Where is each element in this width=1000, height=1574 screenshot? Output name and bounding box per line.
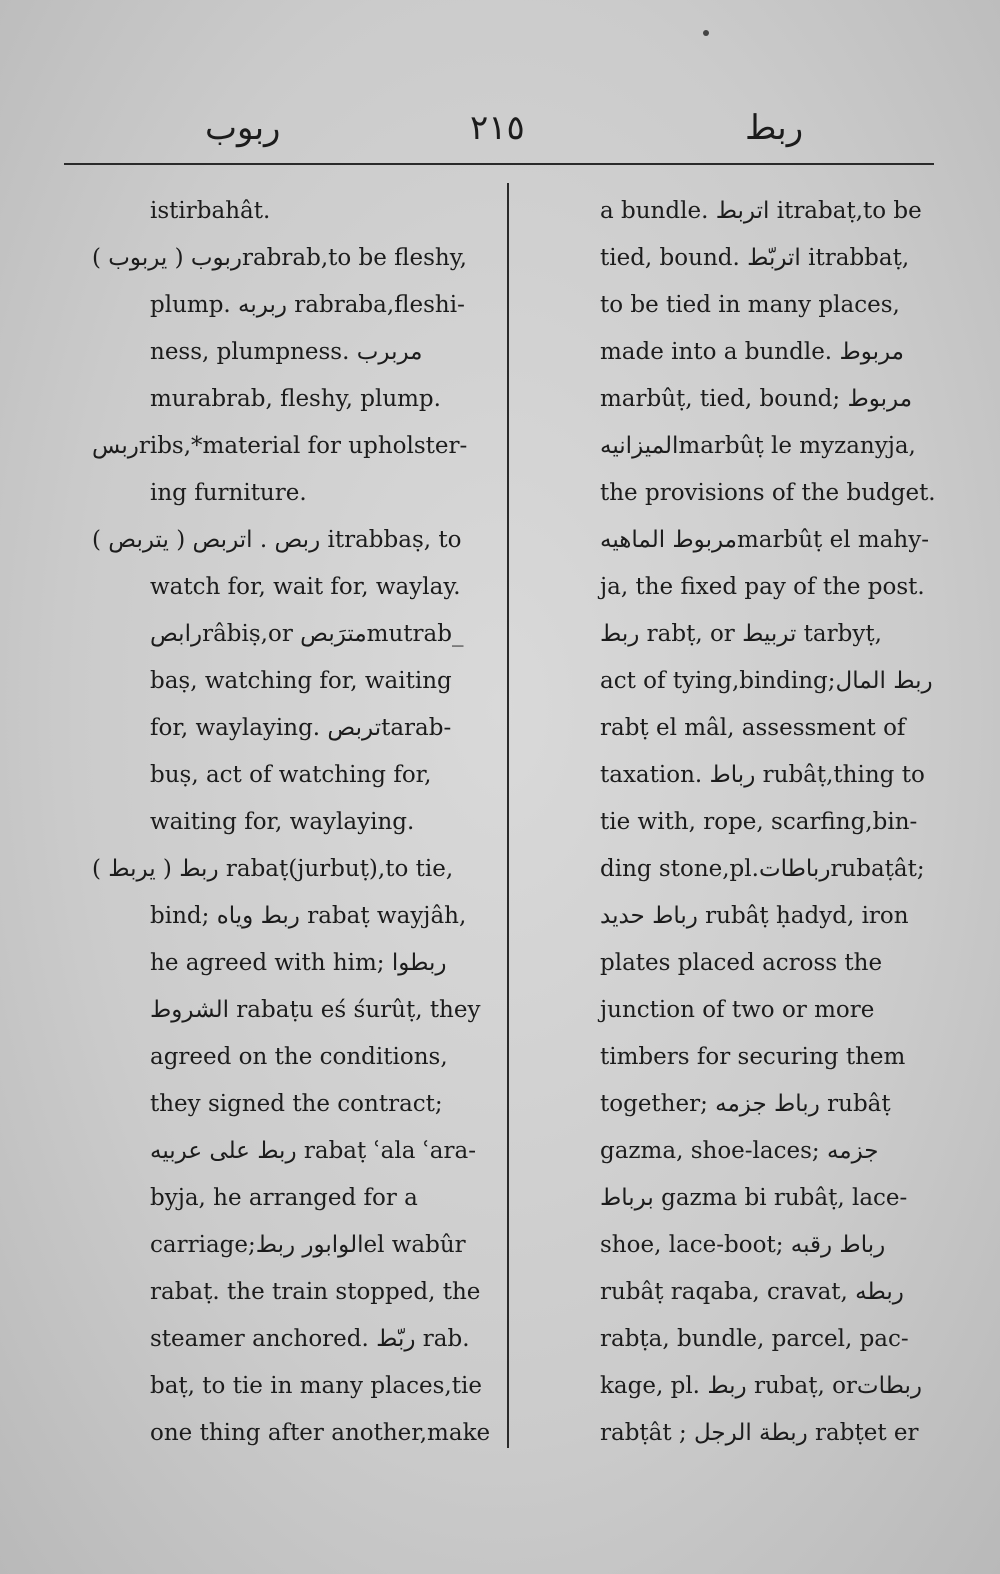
header-right-word: ربط bbox=[745, 108, 804, 148]
text-line: plump. ربربه rabraba,fleshi- bbox=[150, 292, 465, 318]
text-line: watch for, wait for, waylay. bbox=[150, 574, 461, 600]
text-line: they signed the contract; bbox=[150, 1091, 443, 1117]
text-line: timbers for securing them bbox=[600, 1044, 906, 1070]
text-line: marbûṭ, tied, bound; مربوط bbox=[600, 386, 913, 412]
page-header bbox=[0, 104, 1000, 164]
text-line: رابصrâbiṣ,or مترَبصmutrab_ bbox=[150, 621, 464, 647]
text-line: shoe, lace-boot; رباط رقبه bbox=[600, 1232, 886, 1258]
text-line: ness, plumpness. مربرب bbox=[150, 339, 423, 365]
text-line: the provisions of the budget. bbox=[600, 480, 936, 506]
text-line: kage, pl. ربط rubaṭ, orربطات bbox=[600, 1373, 922, 1399]
text-line: الميزانيهmarbûṭ le myzanyja, bbox=[600, 433, 916, 459]
text-line: junction of two or more bbox=[600, 997, 875, 1023]
text-line: ربط rabṭ, or تربيط tarbyṭ, bbox=[600, 621, 882, 647]
text-line: carriage;الوابور ربطel wabûr bbox=[150, 1232, 466, 1258]
text-line: plates placed across the bbox=[600, 950, 883, 976]
text-line: he agreed with him; ربطوا bbox=[150, 950, 447, 976]
text-line: ربط على عربيه rabaṭ ʿala ʿara- bbox=[150, 1138, 476, 1164]
text-line: rubâṭ raqaba, cravat, ربطه bbox=[600, 1279, 904, 1305]
text-line: taxation. رباط rubâṭ,thing to bbox=[600, 762, 925, 788]
text-line: tied, bound. اتربّط itrabbaṭ, bbox=[600, 245, 910, 271]
text-line: murabrab, fleshy, plump. bbox=[150, 386, 441, 412]
text-line: rabṭât ; ربطة الرجل rabṭet er bbox=[600, 1420, 919, 1446]
page-number: ٢١٥ bbox=[470, 108, 525, 148]
header-left-word: ربوب bbox=[205, 108, 281, 148]
text-line: istirbahât. bbox=[150, 198, 271, 224]
text-line: ding stone,pl.رباطاتrubaṭât; bbox=[600, 856, 925, 882]
text-line: tie with, rope, scarfing,bin- bbox=[600, 809, 918, 835]
text-line: مربوط الماهيهmarbûṭ el mahy- bbox=[600, 527, 929, 553]
text-line: ربص . اتربص ( يتربص ) itrabbaṣ, to bbox=[92, 527, 462, 553]
text-line: gazma, shoe-laces; جزمه bbox=[600, 1138, 879, 1164]
text-line: ja, the fixed pay of the post. bbox=[600, 574, 925, 600]
text-line: rabaṭ. the train stopped, the bbox=[150, 1279, 481, 1305]
text-line: for, waylaying. تربصtarab- bbox=[150, 715, 452, 741]
text-line: الشروط rabaṭu eś śurûṭ, they bbox=[150, 997, 481, 1023]
text-line: a bundle. اتربط itrabaṭ,to be bbox=[600, 198, 922, 224]
right-column bbox=[596, 188, 941, 1457]
text-line: rabṭ el mâl, assessment of bbox=[600, 715, 906, 741]
text-line: برباط gazma bi rubâṭ, lace- bbox=[600, 1185, 908, 1211]
text-line: byja, he arranged for a bbox=[150, 1185, 418, 1211]
text-line: bind; ربط وياه rabaṭ wayjâh, bbox=[150, 903, 467, 929]
text-line: رباط حديد rubâṭ ḥadyd, iron bbox=[600, 903, 909, 929]
text-line: act of tying,binding;ربط المال bbox=[600, 668, 933, 694]
text-line: buṣ, act of watching for, bbox=[150, 762, 432, 788]
text-line: together; رباط جزمه rubâṭ bbox=[600, 1091, 891, 1117]
text-line: agreed on the conditions, bbox=[150, 1044, 448, 1070]
text-line: rabṭa, bundle, parcel, pac- bbox=[600, 1326, 909, 1352]
text-line: ربط ( يربط ) rabaṭ(jurbuṭ),to tie, bbox=[92, 856, 454, 882]
header-rule bbox=[64, 163, 934, 165]
text-line: ing furniture. bbox=[150, 480, 307, 506]
column-divider bbox=[507, 183, 509, 1448]
text-line: one thing after another,make bbox=[150, 1420, 491, 1446]
text-line: steamer anchored. ربّط rab. bbox=[150, 1326, 470, 1352]
text-line: baṭ, to tie in many places,tie bbox=[150, 1373, 482, 1399]
text-line: baṣ, watching for, waiting bbox=[150, 668, 452, 694]
text-line: waiting for, waylaying. bbox=[150, 809, 415, 835]
text-line: made into a bundle. مربوط bbox=[600, 339, 905, 365]
text-line: to be tied in many places, bbox=[600, 292, 900, 318]
text-line: ربوب ( يربوب )rabrab,to be fleshy, bbox=[92, 245, 467, 271]
speck-mark bbox=[703, 30, 709, 36]
left-column bbox=[92, 188, 500, 1457]
text-line: ربسribs,*material for upholster- bbox=[92, 433, 468, 459]
